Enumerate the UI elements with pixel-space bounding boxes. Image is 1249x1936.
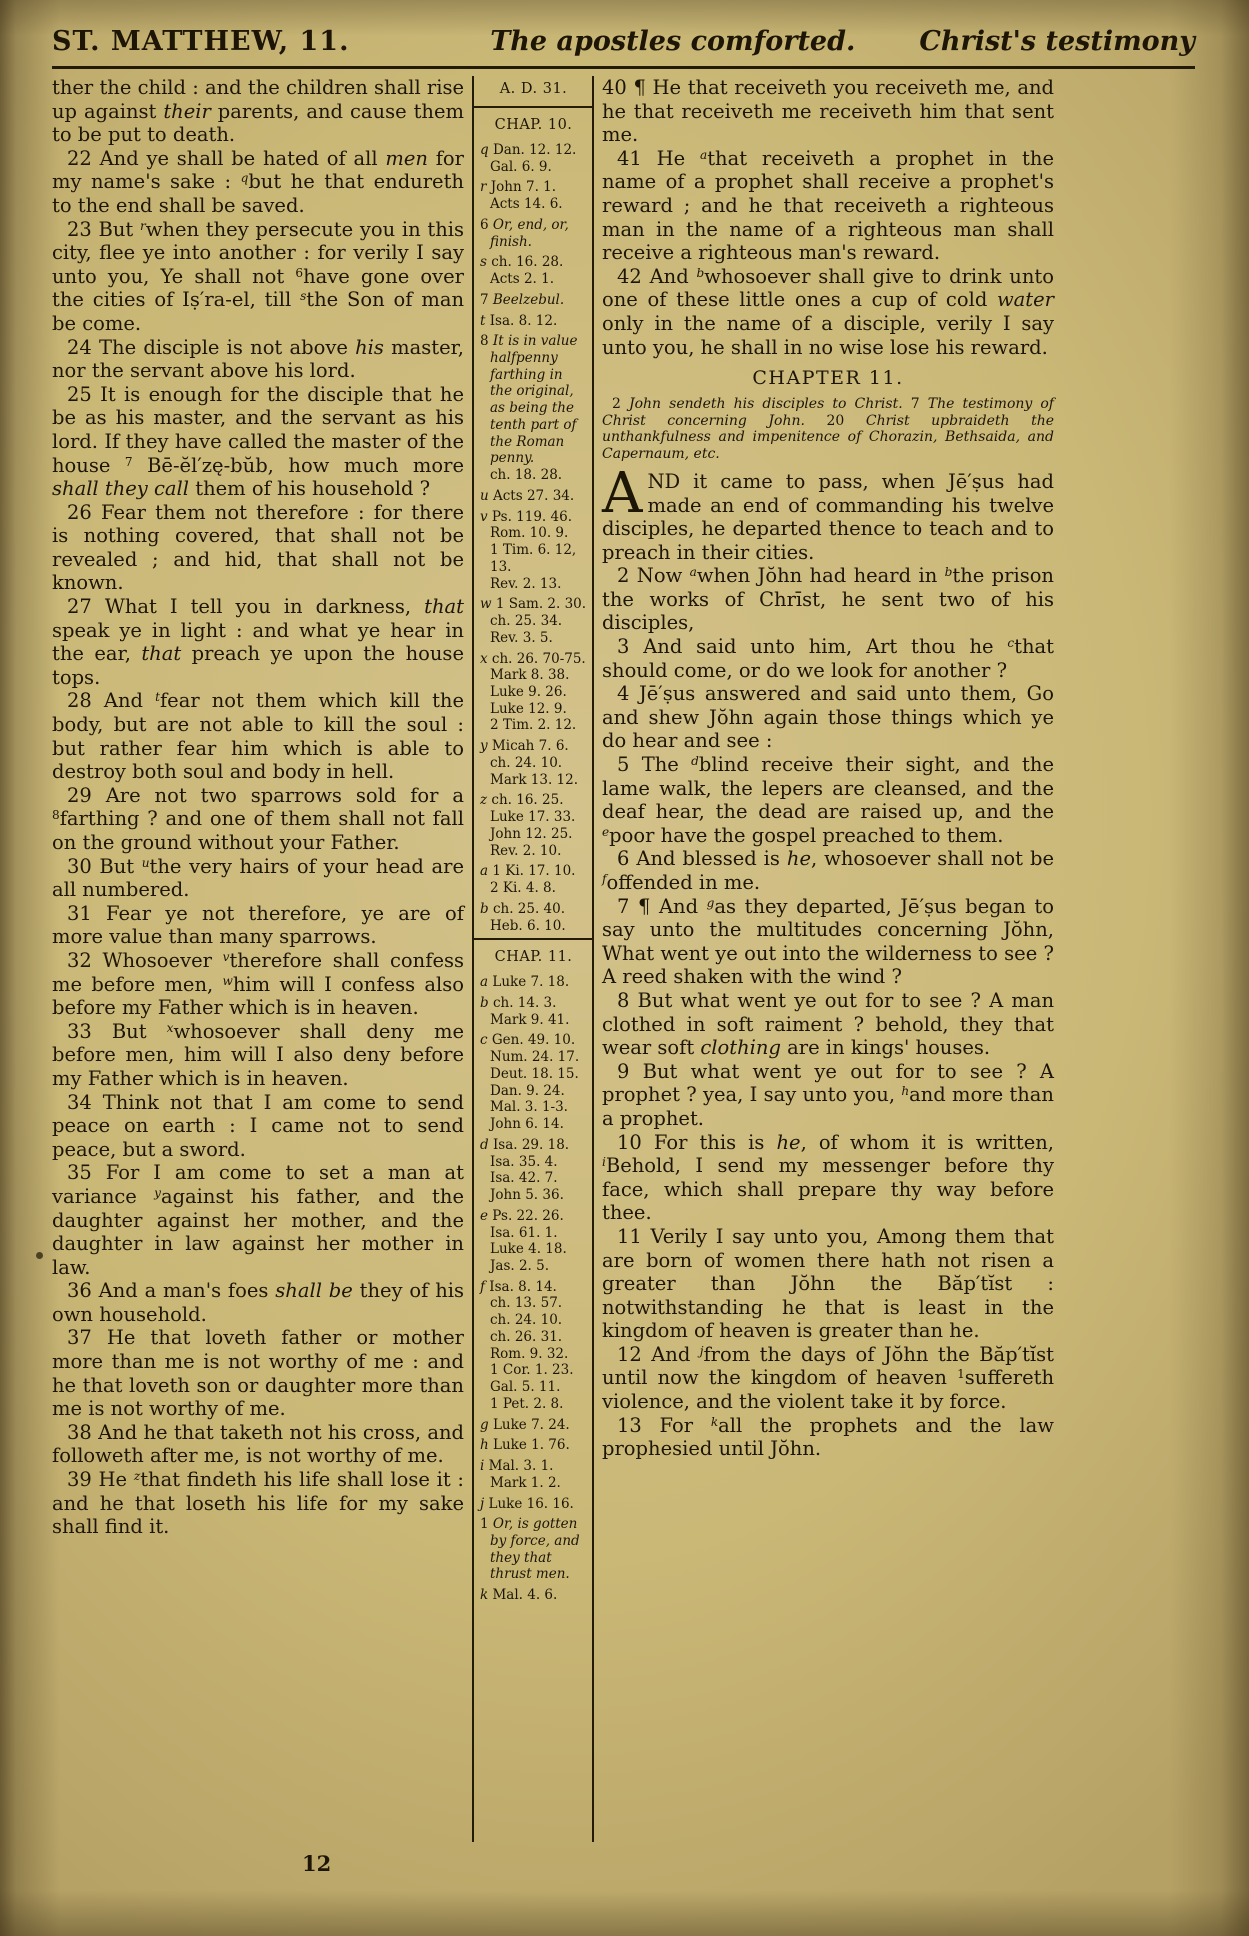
reference-entry <box>480 488 587 505</box>
verse-paragraph: 30 But $^u$the very hairs of your head are all numbered. <box>52 854 465 902</box>
page-body <box>52 76 1195 1842</box>
reference-entry <box>480 1458 587 1491</box>
reference-line: s ch. 16. 28. <box>480 254 564 271</box>
verse-paragraph: 12 And $^j$from the days of Jŏhn the Băp′tĭst until now the kingdom of heaven $^1$suffereth violence, and the violent take it by force. <box>602 1342 1054 1414</box>
reference-entry <box>480 1032 587 1132</box>
reference-line: Mark 9. 41. <box>490 1011 570 1028</box>
reference-line: John 12. 25. <box>490 825 573 842</box>
summary: 2 John sendeth his disciples to Christ. 7 The testimony of Christ concerning John. 20 Christ upbraideth the unthankfulness and impenitence of Chorazin, Bethsaida, and Capernaum, etc. <box>602 395 1054 463</box>
reference-line: ch. 18. 28. <box>490 467 563 484</box>
reference-line: Gal. 5. 11. <box>490 1379 561 1396</box>
verse-paragraph: 42 And $^b$whosoever shall give to drink unto one of these little ones a cup of cold water only in the name of a disciple, verily I say unto you, he shall in no wise lose his reward. <box>602 264 1054 359</box>
reference-chapter-title: CHAP. 10. <box>494 116 573 133</box>
reference-line: f Isa. 8. 14. <box>480 1278 557 1295</box>
reference-line: j Luke 16. 16. <box>480 1495 574 1512</box>
right-text-column <box>602 76 1054 1842</box>
reference-line: 2 Tim. 2. 12. <box>490 717 577 734</box>
reference-line: Deut. 18. 15. <box>490 1065 579 1082</box>
verse-paragraph: 27 What I tell you in darkness, that speak ye in light : and what ye hear in the ear, that preach ye upon the house tops. <box>52 595 464 689</box>
reference-line: ch. 13. 57. <box>490 1295 563 1312</box>
reference-entry <box>480 333 587 484</box>
reference-entry <box>480 1437 587 1454</box>
reference-line: Rom. 9. 32. <box>490 1345 569 1362</box>
reference-line: Acts 14. 6. <box>490 196 563 213</box>
verse-paragraph: 32 Whosoever $^v$therefore shall confess me before men, $^w$him will I confess also before my Father which is in heaven. <box>52 948 464 1020</box>
verse-paragraph: 10 For this is he, of whom it is written, $^i$Behold, I send my messenger before thy face, which shall prepare thy way before thee. <box>602 1130 1055 1225</box>
verse-paragraph: 4 Jē′ṣus answered and said unto them, Go and shew Jŏhn again those things which ye do hear and see : <box>602 682 1054 753</box>
reference-entry <box>480 974 587 991</box>
verse-paragraph: 6 And blessed is he, whosoever shall not be $^f$offended in me. <box>602 847 1054 894</box>
reference-line: k Mal. 4. 6. <box>480 1587 558 1604</box>
print-blemish-dot <box>36 1252 43 1259</box>
verse-paragraph: 40 ¶ He that receiveth you receiveth me, and he that receiveth me receiveth him that sent me. <box>602 76 1054 147</box>
reference-line: 8 It is in value halfpenny farthing in the original, as being the tenth part of the Roman penny. <box>480 333 578 467</box>
reference-line: t Isa. 8. 12. <box>480 312 558 329</box>
reference-entry <box>480 509 587 593</box>
reference-line: John 6. 14. <box>490 1116 564 1133</box>
reference-line: Gal. 6. 9. <box>490 158 552 175</box>
verse-paragraph: 35 For I am come to set a man at variance $^y$against his father, and the daughter against her mother, and the daughter in law against her mother in law. <box>52 1161 464 1279</box>
reference-line: Luke 4. 18. <box>490 1241 567 1258</box>
reference-line: John 5. 36. <box>490 1187 564 1204</box>
verse-paragraph: 8 But what went ye out for to see ? A man clothed in soft raiment ? behold, they that wear soft clothing are in kings' houses. <box>602 988 1054 1060</box>
reference-line: Mark 1. 2. <box>490 1474 561 1491</box>
reference-line: Dan. 9. 24. <box>490 1082 565 1099</box>
reference-line: Rev. 2. 10. <box>490 842 562 859</box>
reference-date: A. D. 31. <box>499 81 568 97</box>
verse-paragraph: 23 But $^r$when they persecute you in this city, flee ye into another : for verily I say unto you, Ye shall not $^6$have gone over the cities of Iṣ′ra-el, till $^s$the Son of man be come. <box>52 217 465 335</box>
reference-divider <box>474 106 592 108</box>
reference-line: h Luke 1. 76. <box>480 1437 570 1454</box>
verse-paragraph: 22 And ye shall be hated of all men for my name's sake : $^q$but he that endureth to the end shall be saved. <box>52 146 464 217</box>
reference-line: Isa. 35. 4. <box>490 1153 558 1170</box>
verse-paragraph: 26 Fear them not therefore : for there is nothing covered, that shall not be revealed ; and hid, that shall not be known. <box>52 500 464 595</box>
verse-paragraph: 38 And he that taketh not his cross, and followeth after me, is not worthy of me. <box>52 1420 464 1468</box>
reference-line: a Luke 7. 18. <box>480 974 570 991</box>
reference-line: Luke 12. 9. <box>490 700 567 717</box>
reference-entry <box>480 1417 587 1434</box>
running-head-phrase-2: Christ's testimony <box>919 26 1195 57</box>
reference-line: Num. 24. 17. <box>490 1049 580 1066</box>
verse-paragraph: 29 Are not two sparrows sold for a $^8$farthing ? and one of them shall not fall on the ground without your Father. <box>52 783 464 854</box>
verse-paragraph: 28 And $^t$fear not them which kill the body, but are not able to kill the soul : but rather fear him which is able to destroy both soul and body in hell. <box>52 689 465 784</box>
reference-entry <box>480 142 587 175</box>
reference-entry <box>480 217 587 250</box>
reference-entry <box>480 1279 587 1413</box>
page-number: 12 <box>302 1851 332 1876</box>
verse-paragraph: 33 But $^x$whosoever shall deny me before men, him will I also deny before my Father which is in heaven. <box>52 1019 465 1090</box>
reference-line: 1 Or, is gotten by force, and they that thrust men. <box>480 1516 580 1583</box>
reference-line: w 1 Sam. 2. 30. <box>480 596 587 613</box>
running-head-phrase-1: The apostles comforted. <box>490 26 856 57</box>
verse-paragraph: 39 He $^z$that findeth his life shall lose it : and he that loseth his life for my sake shall find it. <box>52 1468 465 1539</box>
running-head-right <box>490 26 1195 57</box>
dropcap: AND it came to pass, when Jē′ṣus had made an end of commanding his twelve disciples, he departed thence to teach and to preach in their cities. <box>602 460 1054 564</box>
reference-line: x ch. 26. 70-75. <box>480 650 586 667</box>
reference-entry <box>480 1137 587 1204</box>
page-title: ST. MATTHEW, 11. <box>52 26 350 57</box>
reference-line: Luke 17. 33. <box>490 809 576 826</box>
header-rule <box>52 66 1195 69</box>
chapter-heading: CHAPTER 11. <box>752 367 904 390</box>
verse-paragraph: 36 And a man's foes shall be they of his own household. <box>52 1279 464 1326</box>
verse-paragraph: 34 Think not that I am come to send peace on earth : I came not to send peace, but a sword. <box>52 1090 464 1161</box>
reference-chapter-title: CHAP. 11. <box>494 949 573 966</box>
reference-line: b ch. 14. 3. <box>480 994 557 1011</box>
reference-line: u Acts 27. 34. <box>480 487 575 504</box>
reference-line: Rom. 10. 9. <box>490 525 569 542</box>
reference-line: Isa. 42. 7. <box>490 1170 558 1187</box>
verse-paragraph: 41 He $^a$that receiveth a prophet in the name of a prophet shall receive a prophet's reward ; and he that receiveth a righteous man in the name of a righteous man shall receive a righteous man's reward. <box>602 146 1054 265</box>
verse-paragraph: 9 But what went ye out for to see ? A prophet ? yea, I say unto you, $^h$and more than a prophet. <box>602 1059 1054 1130</box>
reference-entry <box>480 292 587 309</box>
verse-paragraph: 37 He that loveth father or mother more than me is not worthy of me : and he that loveth son or daughter more than me is not worthy of me. <box>52 1326 464 1421</box>
reference-line: 1 Pet. 2. 8. <box>490 1395 564 1412</box>
reference-entry <box>480 1587 587 1604</box>
reference-entry <box>480 738 587 788</box>
reference-entry <box>480 863 587 896</box>
reference-line: ch. 24. 10. <box>490 1312 563 1329</box>
reference-column <box>472 76 594 1842</box>
reference-line: b ch. 25. 40. <box>480 900 566 917</box>
reference-divider <box>474 938 592 940</box>
reference-line: d Isa. 29. 18. <box>480 1136 570 1153</box>
reference-line: a 1 Ki. 17. 10. <box>480 863 576 880</box>
reference-line: r John 7. 1. <box>480 179 557 196</box>
reference-entry <box>480 1496 587 1513</box>
reference-entry <box>480 313 587 330</box>
reference-entry <box>480 179 587 212</box>
reference-line: ch. 26. 31. <box>490 1328 563 1345</box>
reference-entry <box>480 651 587 735</box>
verse-paragraph: 5 The $^d$blind receive their sight, and the lame walk, the lepers are cleansed, and the deaf hear, the dead are raised up, and the $^e$poor have the gospel preached to them. <box>602 753 1054 847</box>
reference-line: ch. 25. 34. <box>490 613 563 630</box>
reference-entry <box>480 1516 587 1583</box>
reference-line: z ch. 16. 25. <box>480 792 564 809</box>
left-text-column <box>52 76 464 1842</box>
reference-line: Luke 9. 26. <box>490 683 567 700</box>
verse-paragraph: 3 And said unto him, Art thou he $^c$that should come, or do we look for another ? <box>602 635 1054 682</box>
verse-paragraph: 2 Now $^a$when Jŏhn had heard in $^b$the prison the works of Chrīst, he sent two of his disciples, <box>602 564 1054 635</box>
reference-line: v Ps. 119. 46. <box>480 508 572 525</box>
reference-line: Rev. 3. 5. <box>490 629 553 646</box>
reference-line: Mal. 3. 1-3. <box>490 1099 568 1116</box>
reference-line: i Mal. 3. 1. <box>480 1458 554 1475</box>
reference-line: g Luke 7. 24. <box>480 1416 570 1433</box>
reference-line: 2 Ki. 4. 8. <box>490 880 556 897</box>
reference-line: Jas. 2. 5. <box>490 1257 550 1274</box>
reference-line: q Dan. 12. 12. <box>480 141 577 158</box>
reference-line: y Micah 7. 6. <box>480 738 569 755</box>
reference-line: Mark 13. 12. <box>490 771 579 788</box>
reference-entry <box>480 254 587 287</box>
verse-paragraph: 13 For $^k$all the prophets and the law prophesied until Jŏhn. <box>602 1413 1054 1461</box>
reference-line: 7 Beelzebul. <box>480 291 565 308</box>
reference-line: Mark 8. 38. <box>490 667 570 684</box>
reference-line: e Ps. 22. 26. <box>480 1207 564 1224</box>
verse-paragraph: 11 Verily I say unto you, Among them that are born of women there hath not risen a greater than Jŏhn the Băp′tĭst : notwithstanding he that is least in the kingdom of heaven is greater than he. <box>602 1224 1054 1343</box>
verse-paragraph: 7 ¶ And $^g$as they departed, Jē′ṣus began to say unto the multitudes concerning Jŏhn, What went ye out into the wilderness to see ? A reed shaken with the wind ? <box>602 894 1054 989</box>
reference-line: Rev. 2. 13. <box>490 575 562 592</box>
reference-line: 1 Tim. 6. 12, 13. <box>490 542 577 575</box>
page-footer <box>52 1851 1195 1876</box>
reference-entry <box>480 1208 587 1275</box>
reference-line: Isa. 61. 1. <box>490 1224 558 1241</box>
reference-line: c Gen. 49. 10. <box>480 1032 576 1049</box>
reference-line: 6 Or, end, or, finish. <box>480 216 569 250</box>
verse-paragraph: 31 Fear ye not therefore, ye are of more value than many sparrows. <box>52 901 464 949</box>
reference-entry <box>480 792 587 859</box>
reference-entry <box>480 901 587 934</box>
reference-entry <box>480 596 587 646</box>
reference-line: 1 Cor. 1. 23. <box>490 1362 574 1379</box>
reference-line: Acts 2. 1. <box>490 271 555 288</box>
verse-paragraph: 25 It is enough for the disciple that he be as his master, and the servant as his lord. If they have called the master of the house $^7$ Bē-ĕl′zę-bŭb, how much more shall they call them of his household ? <box>52 382 464 501</box>
verse-paragraph: 24 The disciple is not above his master, nor the servant above his lord. <box>52 335 464 383</box>
running-head <box>52 26 1195 57</box>
drop-cap-letter: A <box>602 460 643 526</box>
verse-paragraph: ther the child : and the children shall rise up against their parents, and cause them to be put to death. <box>52 76 465 147</box>
reference-entry <box>480 995 587 1028</box>
reference-line: ch. 24. 10. <box>490 754 563 771</box>
reference-line: Heb. 6. 10. <box>490 917 566 934</box>
